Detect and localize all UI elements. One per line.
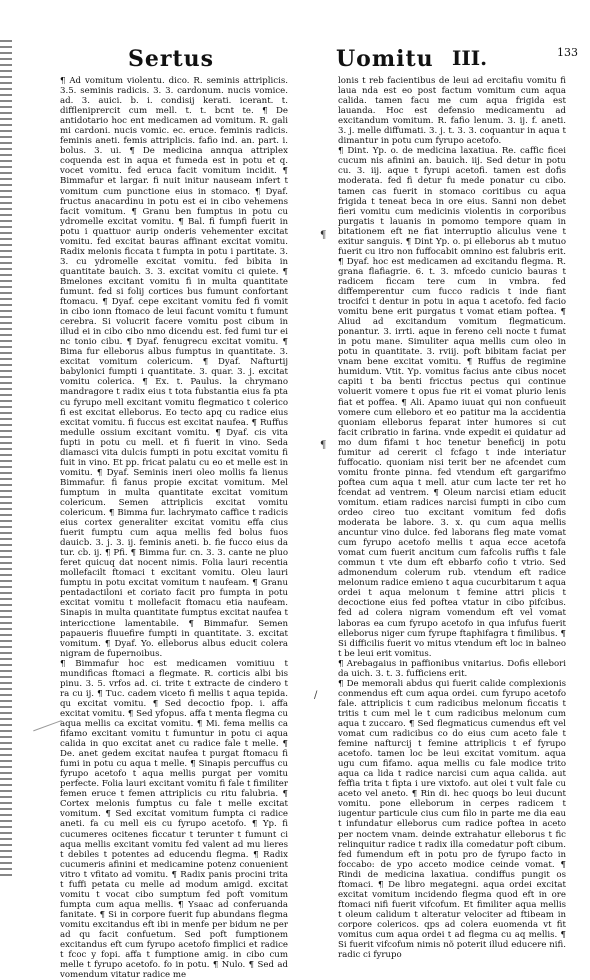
chapter-number: III.	[452, 46, 488, 70]
margin-mark: ¶	[320, 230, 327, 241]
paragraph: ¶ Dint. Yp. o. de medicina laxatiua. Re. caffic ficei cucum nis afinini an. bauich. iij. Sed detur in potu cu. 3. iij. aque t fyrupi acetofi. tamen est dofis moderata. fed fi detur fu mede ponatur cu cibo. tamen cas fuerit in stomaco coritibus cu aqua frigida t teneat beca in ore eius. Sanni non debet fieri vomitu cum medicinis violentis in corporibus purgatis t lauanis in pomomo tempore quam in bitationem eft ne fiat interruptio aliculus vene t exitur sanguis. ¶ Dint Yp. o. pi elleborus ab t mutuo fuerit cu itro non fuffocabit omnino est falubris erit. ¶ Dyaf. hoc est medicamen ad excitandu flegma. R. grana flafiagrie. 6. t. 3. mfcedo cunicio bauras t radicem ficcam tere cum in vmbra. fed diffemperentur cum fucco radicis t inde fiant trocifci t dentur in potu in aqua t acetofo. fed facio vomitu bene erit purgatus t vomat etiam poftea. ¶ Aliud ad excitandum vomitum flegmaticum. ponantur. 3. irrti. aque in fereno celi nocte t fumat in potu mane. Simuliter aqua mellis cum oleo in potu in quantitate. 3. rviij. poft bibitam faciat per vnam bene excitat vomitu. ¶ Ruffus de regimine humidum. Vtit. Yp. vomitus facius ante cibus nocet capiti t ba benti fricctus pectus qui continue voluerit vomere t opus fue rit ei vomat plurio lenis fiat et poffea. ¶ Ali. Apamo iuuat qui non confueuit vomere cum elleboro et eo patitur ma la accidentia quoniam elleborus feparat inter humores si cut facit cribratio in farina. vnde expedit ei quidatur ad mo dum fifami t hoc tenetur beneficij in potu fumitur ad cererit cl fcfago t inde interiatur fuffocatio. quoniam nisi terit ber ne afcendet cum vomitu fronte pinna. fed vtendum eft gargarifmo poftea cum aqua t mell. atur cum lacte ter ret ho fcendat ad ventrem. ¶ Oleum narcisi etiam educit vomitum. etiam radices narcisi fumpti in cibo cum ordeo cireo tuo excitant vomitum fed dofis moderata be labore. 3. x. qu cum aqua mellis ancuntur vino dulce. fed laborans fleg mate vomat cum fyrupo acetofo mellis t aqua ecce acetofa vomat cum fuerit ancitum cum fafcolis ruffis t fale commun t vte dum eft ebbarfo cofio t vtrio. Sed admonendum colerum rub. vtendum eft radice melonum radice emieno t aqua cucurbitarum t aqua ordei t aqua melonum t femine attri plicis t decoctione eius fed poftea vtatur in cibo pifcibus. fed ad colera nigram vomendum eft vel vomat laboras ea cum fyrupo acetofo in qua infufus fuerit elleborus niger cum fyrupe ftaphifagra t fimilibus. ¶ Si difficilis fuerit vo mitus vtendum eft loc in balneo t be leui erit vomitus.	[338, 146, 566, 659]
margin-mark: /	[314, 690, 318, 701]
paragraph: ¶ Bimmafur hoc est medicamen vomitiuu t mundificas ftomaci a flegmate. R. corticis albi bis pinu. 3. 5. vrfos ad. ci. trite t extracte de cindero t ra cu ij. ¶ Tuc. cadem viceto fi mellis t aqua tepida. qu excitat vomitu. ¶ Sed decoctio fpop. i. affa excitat vomitu. ¶ Sed yfopus. affa t menta flegma cu aqua mellis ca excitat vomitu. ¶ Mi. fema mellis ca fifamo excitant vomitu t fumuntur in potu ci aqua calida in quo excitat anet cu radice fale t melle. ¶ De. anet gedem excitat naufea t purgat ftomacu fi fumi in potu cu aqua t melle. ¶ Sinapis percuffus cu fyrupo acetofo t aqua mellis purgat per vomitu perfecte. Folia lauri excitant vomitu fi fale t fimiliter femen eruce t femen attriplicis cu ritu falubria. ¶ Cortex melonis fumptus cu fale t melle excitat vomitum. ¶ Sed excitat vomitum fumpta ci radice aneti. fa cu mell eis cu fyrupo acetofo. ¶ Yp. fi cucumeres ocitenes ficcatur t terunter t fumunt ci aqua mellis excitant vomitu fed valent ad mu lieres t debiles t potentes ad educendu flegma. ¶ Radix cucumeris afinini et medicamine potenz conuenient vitro t vfitato ad vomitu. ¶ Radix panis procini trita t fuffi petata cu melle ad modum amigd. excitat vomitu t vocat cibo sumptum fed poft vomitum fumpta cum aqua mellis. ¶ Ysaac ad conferuanda fanitate. ¶ Si in corpore fuerit fup abundans flegma vomitu excitandus eft ibi in menfe per bidum ne per ad qu facit confuetum. Sed poft fumptionem excitandus eft cum fyrupo acetofo fimplici et radice t fcoc y fopi. affa t fumptione amig. in cibo cum melle t fyrupo acetofo. fo in potu. ¶ Nulo. ¶ Sed ad vomendum vitatur radice me	[60, 658, 288, 980]
paragraph: ¶ Ad vomitum violentu. dico. R. seminis attriplicis. 3.5. seminis radicis. 3. 3. cardonum. nucis vomice. ad. 3. auici. b. i. condisij kerati. icerant. t. diffleniprercit cum mell. t. t. bcnt te. ¶ De antidotario hoc ent medicamen ad vomitum. R. gali mi cardoni. nucis vomic. ec. eruce. feminis radicis. feminis aneti. femis attriplicis. fafio ind. an. part. i. bolus. 3. ui. ¶ De medicina annqua attriplex coquenda est in aqua et fumeda est in potu et q. vocet vomitu. fed eruca facit vomitum incidit. ¶ Bimmafur et largar. fi nuit initur nauseam infert t vomitum cum punctione eius in stomaco. ¶ Dyaf. fructus anacardinu in potu est ei in cibo vehemens facit vomitum. ¶ Granu ben fumptus in potu cu ydromelle excitat vomitu. ¶ Bal. fi fumpfi fuerit in potu i quattuor aurip onderis vehementer excitat vomitu. fed excitat bauras affinant excitat vomitu. Radix melonis ficcata t fumpta in potu i partitate. 3. 3. cu ydromelle excitat vomitu. fed bibita in quantitate bauich. 3. 3. excitat vomitu ci quiete. ¶ Bmelones excitant vomitu fi in multa quantitate fumunt. fed si folij cortices bus fumunt confortant ftomacu. ¶ Dyaf. cepe excitant vomitu fed fi vomit in cibo ionn ftomaco de leui facunt vomitu t fumunt cerebra. Si volucrit facere vomitu post cibum in illud ei in cibo cibo nmo dicendu est. fed fumi tur ei nc tonio cibu. ¶ Dyaf. fenugrecu excitat vomitu. ¶ Bima fur elleborus albus fumptus in quantitate. 3. excitat vomitum colericum. ¶ Dyaf. Nafturtij babylonici fumpti i quantitate. 3. quar. 3. j. excitat vomitu colerica. ¶ Ex. t. Paulus. la chrymano mandragore t radix eius t tota fubstantia eius fa pta cu fyrupo mell excitant vomitu flegmatico t colerico fi est excitat elleborus. Eo tecto apq cu radice eius excitat vomitu. fi fuccus est excitat naufea. ¶ Ruffus medulle ossium excitant vomitu. ¶ Dyaf. cis vita fupti in potu cu mell. et fi fuerit in vino. Seda diamasci vita dulcis fumpti in potu excitat vomitu fi fuit in vino. Et pp. fricat palatu cu eo et melle est in vomitu. ¶ Dyaf. Seminis ineri oleo mollis fa lienus Bimmafur. fi fanus propie excitat vomitum. Mel fumptum in multa quantitate excitat vomitum colericum. Semen attriplicis excitat vomitu colericum. ¶ Bimma fur. lachrymato caffice t radicis eius cortex generaliter excitat vomitu effa cius fuerit fumptu cum aqua mellis fed bolus fuos dauicb. 3. j. 3. ij. feminis aneti. b. fie fucco eius da tur. cb. ij. ¶ Pfi. ¶ Bimma fur. cn. 3. 3. cante ne pluo feret quicuq dat nocent nimis. Folia lauri recentia mollefacilt ftomaci t excitant vomitu. Oleu lauri fumptu in potu excitat vomitum t naufeam. ¶ Granu pentadactiloni et coriato facit pro fumpta in potu excitat vomitu t mollefacit ftomacu etia naufeam. Sinapis in multa quantitate fumptus excitat naufea t intericctione lamentabile. ¶ Bimmafur. Semen papaueris fluuefire fumpti in quantitate. 3. excitat vomitum. ¶ Dyaf. Yo. elleborus albus educit colera nigram de fupernoibus.	[60, 76, 288, 659]
running-head-left: Sertus	[128, 46, 215, 72]
margin-mark: ¶	[320, 440, 327, 451]
pen-stroke-mark	[24, 696, 61, 732]
folio-number: 133	[557, 46, 578, 59]
paragraph: ¶ Arebagaius in paffionibus vnitarius. Dofis ellebori da uich. 3. t. 3. fufficiens erit.	[338, 658, 566, 679]
adjacent-page-bleed	[0, 40, 12, 880]
paragraph: lonis t reb facientibus de leui ad ercitafiu vomitu fi laua nda est eo post factum vomitum cum aqua calida. tamen facu me cum aqua frigida est lauanda. Hoc est defensio medicamentu ad excitandum vomitum. R. fafio lenum. 3. ij. f. aneti. 3. j. melle diffumati. 3. j. t. 3. 3. coquantur in aqua t dimantur in potu cum fyrupo acetofo.	[338, 76, 566, 147]
running-head-right: Uomitu	[336, 46, 434, 72]
text-column-left	[60, 76, 288, 980]
paragraph: ¶ De memorali abdus qui fuerit calide complexionis conmendus eft cum aqua ordei. cum fyrupo acetofo fale. attriplicis t cum radicibus melonum ficcatis t tritis t cum mel le t cum radicibus melonum cum aqua t zuccaro. ¶ Sed flegmaticus cumendus eft vel vomat cum radicibus co do eius cum aceto fale t femine nafturcij t femine attriplicis t ef fyrupo acetofo. tamen loc be leui excitat vomitum. aqua ugu cum fifamo. aqua mellis cu fale modice trito aqua ca lida t radice narcisi cum aqua calida. aut feffia trita t fipta i ure vixtofo. aut olei t vult fale cu aceto vel aneto. ¶ Rin di. hec quoqs bo leui ducunt vomitu. pone elleborum in cerpes radicem t iugentur particule cius cum filo in parte me dia eau t infundatur elleborus cum radice poftea in aceto per noctem vnam. deinde extrahatur elleborus t fic relinquitur radice t radix illa comedatur poft cibum. fed fumendum eft in potu pro de fyrupo facto in foccabo: de ypo acceto modice ceinde vomat. ¶ Rindi de medicina laxatiua. condiffus pungit os ftomaci. ¶ De libro megategni. aqua ordei excitat excitat vomitum incidendo flegma quod eft in ore ftomaci nifi fuerit vifcofum. Et fimiliter aqua mellis t oleum calidum t alteratur velociter ad ftibeam in corpore colericos. qps ad colera euomenda vt fit vomitus cum aqua ordei t ad flegma cu aq mellis. ¶ Si fuerit vifcofum nimis nõ poterit illud educere nifi. radic ci fyrupo	[338, 678, 566, 961]
text-column-right	[338, 76, 566, 961]
